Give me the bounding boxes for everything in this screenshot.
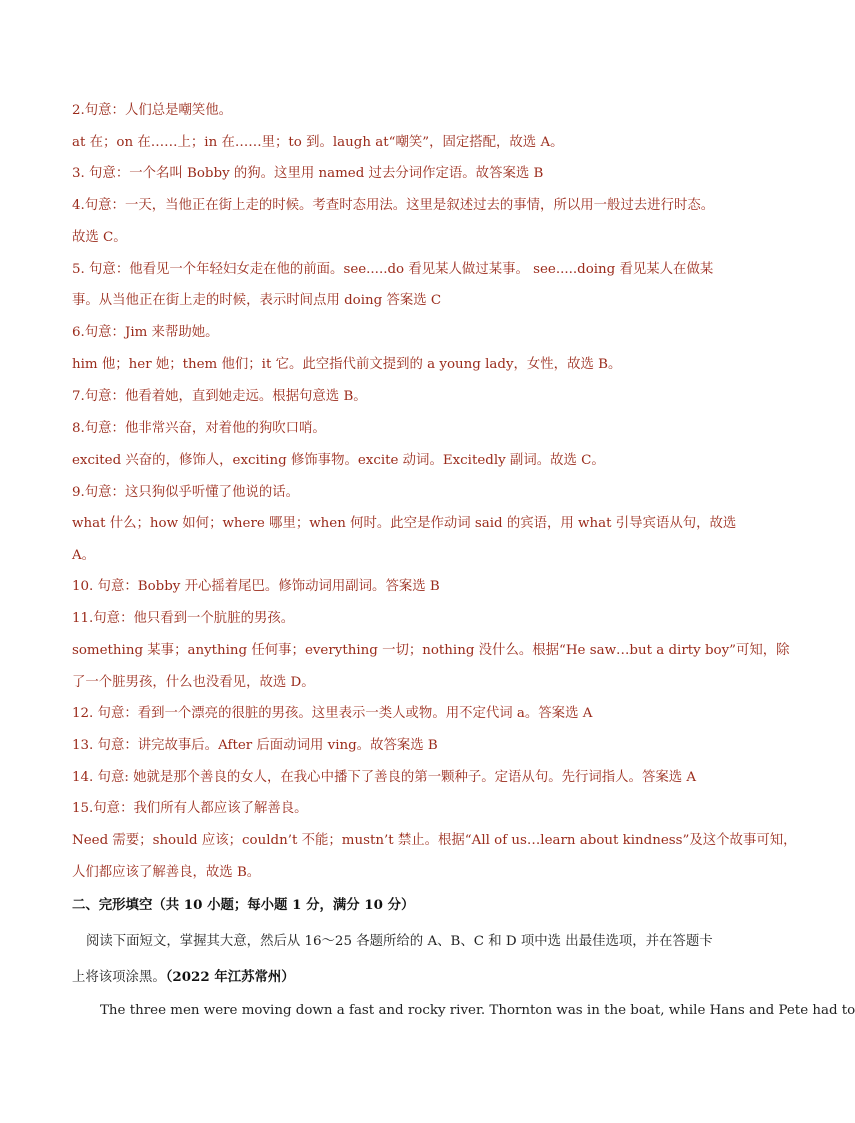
answer-line-9: him 他；her 她；them 他们；it 它。此空指代前文提到的 a young lady，女性，故选 B。 [72,357,622,372]
answer-line-17: 11.句意：他只看到一个肮脏的男孩。 [72,611,295,626]
answer-line-18: something 某事；anything 任何事；everything 一切；nothing 没什么。根据“He saw…but a dirty boy”可知，除 [72,643,790,658]
answer-line-6: 5. 句意：他看见一个年轻妇女走在他的前面。see.....do 看见某人做过某事。 see.....doing 看见某人在做某 [72,262,714,277]
answer-line-19: 了一个脏男孩，什么也没看见，故选 D。 [72,675,315,690]
answer-line-2: at 在；on 在……上；in 在……里；to 到。laugh at“嘲笑”，固定搭配，故选 A。 [72,135,564,150]
answer-line-20: 12. 句意：看到一个漂亮的很脏的男孩。这里表示一类人或物。用不定代词 a。答案选 A [72,706,593,721]
answer-line-3: 3. 句意：一个名叫 Bobby 的狗。这里用 named 过去分词作定语。故答案选 B [72,166,544,181]
passage-line-1: The three men were moving down a fast and rocky river. Thornton was in the boat, while Hans and Pete had to [100,1003,855,1018]
instructions-line-1: 阅读下面短文，掌握其大意，然后从 16～25 各题所给的 A、B、C 和 D 项中选 出最佳选项，并在答题卡 [86,934,713,949]
instructions-line-2: 上将该项涂黑。（2022 年江苏常州） [72,969,295,985]
answer-line-13: 9.句意：这只狗似乎听懂了他说的话。 [72,485,300,500]
answer-line-7: 事。从当他正在街上走的时候，表示时间点用 doing 答案选 C [72,293,442,308]
answer-line-15: A。 [72,548,96,563]
source-note: （2022 年江苏常州） [165,969,295,985]
answer-line-23: 15.句意：我们所有人都应该了解善良。 [72,801,308,816]
answer-line-10: 7.句意：他看着她，直到她走远。根据句意选 B。 [72,389,367,404]
answer-line-12: excited 兴奋的，修饰人，exciting 修饰事物。excite 动词。Excitedly 副词。故选 C。 [72,453,605,468]
answer-line-1: 2.句意：人们总是嘲笑他。 [72,103,233,118]
answer-line-16: 10. 句意：Bobby 开心摇着尾巴。修饰动词用副词。答案选 B [72,579,440,594]
answer-line-8: 6.句意：Jim 来帮助她。 [72,325,219,340]
answer-line-5: 故选 C。 [72,230,127,245]
answer-line-14: what 什么；how 如何；where 哪里；when 何时。此空是作动词 said 的宾语，用 what 引导宾语从句，故选 [72,516,737,531]
answer-line-25: 人们都应该了解善良，故选 B。 [72,865,261,880]
answer-line-21: 13. 句意：讲完故事后。After 后面动词用 ving。故答案选 B [72,738,438,753]
answer-line-4: 4.句意：一天，当他正在街上走的时候。考查时态用法。这里是叙述过去的事情，所以用一般过去进行时态。 [72,198,715,213]
section-heading-cloze: 二、完形填空（共 10 小题；每小题 1 分，满分 10 分） [72,897,415,913]
answer-line-22: 14. 句意: 她就是那个善良的女人，在我心中播下了善良的第一颗种子。定语从句。先行词指人。答案选 A [72,770,697,785]
answer-line-11: 8.句意：他非常兴奋，对着他的狗吹口哨。 [72,421,326,436]
answer-line-24: Need 需要；should 应该；couldn’t 不能；mustn’t 禁止。根据“All of us…learn about kindness”及这个故事可知， [72,833,797,848]
